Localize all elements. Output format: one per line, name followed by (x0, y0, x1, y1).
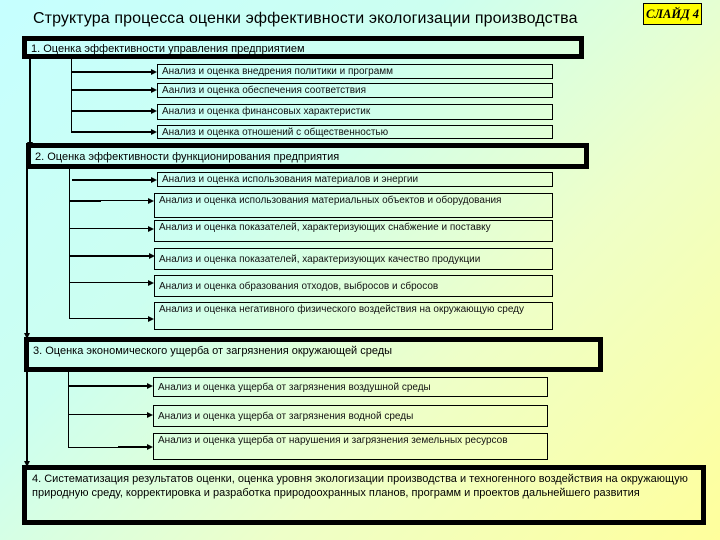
slide-title: Структура процесса оценки эффективности экологизации производства (33, 10, 578, 27)
connector-line (72, 179, 152, 181)
item-label: Анализ и оценка показателей, характеризующих снабжение и поставку (159, 222, 491, 233)
section-1-item (157, 83, 553, 98)
section-3-label: 3. Оценка экономического ущерба от загрязнения окружающей среды (33, 345, 393, 357)
section-3-item (153, 433, 548, 460)
section-1-box (22, 36, 584, 59)
item-label: Анализ и оценка использования материалов и энергии (162, 174, 419, 185)
section-2-box (26, 143, 589, 169)
connector-line (69, 228, 149, 229)
section-2-item (154, 193, 553, 218)
item-label: Анализ и оценка использования материальных объектов и оборудования (159, 195, 502, 206)
connector-line (71, 71, 152, 73)
item-label: Анализ и оценка образования отходов, выбросов и сбросов (159, 281, 439, 292)
connector-line (71, 131, 152, 133)
branch-line-2 (69, 169, 70, 319)
connector-line (69, 282, 149, 283)
connector-line (118, 446, 147, 448)
item-label: Анализ и оценка внедрения политики и программ (162, 66, 394, 77)
item-label: Анализ и оценка негативного физического воздействия на окружающую среду (159, 304, 524, 315)
item-label: Анализ и оценка отношений с общественностью (162, 127, 389, 138)
connector-line (101, 200, 149, 201)
section-2-item (157, 172, 553, 187)
section-2-label: 2. Оценка эффективности функционирования предприятия (35, 151, 340, 163)
item-label: Анализ и оценка показателей, характеризующих качество продукции (159, 254, 481, 265)
trunk-line-2 (26, 168, 28, 338)
section-2-item (154, 275, 553, 297)
section-2-item (154, 302, 553, 330)
section-1-item (157, 125, 553, 139)
item-label: Аанлиз и оценка обеспечения соответствия (162, 85, 367, 96)
connector-line (68, 414, 147, 415)
section-1-item (157, 104, 553, 120)
section-4-box (22, 465, 706, 525)
section-1-label: 1. Оценка эффективности управления предприятием (31, 43, 305, 55)
section-2-item (154, 220, 553, 242)
section-3-item (153, 377, 548, 397)
connector-line (71, 89, 152, 91)
section-3-item (153, 405, 548, 427)
item-label: Анализ и оценка ущерба от загрязнения воздушной среды (158, 382, 431, 393)
connector-line (71, 110, 152, 112)
section-3-box (24, 337, 603, 372)
slide-badge: СЛАЙД 4 (643, 3, 702, 25)
item-label: Анализ и оценка ущерба от загрязнения водной среды (158, 411, 414, 422)
trunk-line-1 (29, 58, 31, 146)
section-1-item (157, 64, 553, 79)
item-label: Анализ и оценка финансовых характеристик (162, 106, 371, 117)
branch-line-1 (71, 59, 72, 131)
trunk-line-3 (26, 371, 28, 466)
section-4-label: 4. Систематизация результатов оценки, оценка уровня экологизации производства и техногенного воздействия на окружающую природную среду, корректировка и разработка природоохранных планов, программ и проектов дальнейшего развития (32, 473, 688, 499)
section-2-item (154, 248, 553, 270)
connector-line (68, 447, 118, 448)
branch-line-3 (68, 372, 69, 447)
connector-line (68, 385, 148, 387)
item-label: Анализ и оценка ущерба от нарушения и загрязнения земельных ресурсов (158, 435, 508, 446)
connector-line (69, 318, 149, 319)
connector-line (69, 255, 150, 257)
connector-line (69, 200, 101, 202)
